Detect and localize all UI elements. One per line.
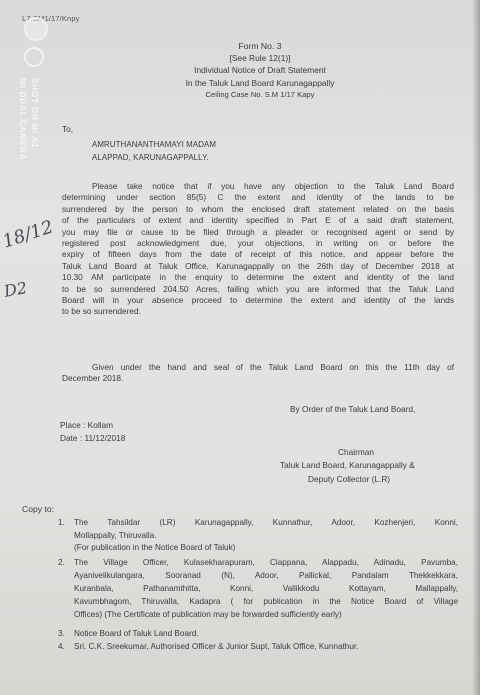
notice-body <box>62 181 454 318</box>
list-item-number: 3. <box>58 629 65 638</box>
to-label: To, <box>62 124 74 134</box>
place-line: Place : Kollam <box>60 420 114 430</box>
list-item-line: (For publication in the Notice Board of Taluk) <box>74 543 236 552</box>
body-line: Please take notice that if you have any objection to the Taluk Land Board <box>92 181 454 191</box>
list-item-line: The Village Officer, Kulasekharapuram, Clappana, Alappadu, Adinadu, Pavumba, <box>74 558 458 567</box>
list-item-line: Ayanivelikulangara, Sooranad (N), Adoor, Pallickal, Pandalam Thekkekkara, <box>74 571 458 580</box>
handwritten-date-note: 18/12 <box>0 216 56 253</box>
board-title: In the Taluk Land Board Karunagappally <box>185 78 335 88</box>
body-line: of the particulars of extent and identity specified in Part E of a said draft statement, <box>62 215 454 226</box>
addressee-place: ALAPPAD, KARUNAGAPPALLY. <box>92 153 209 162</box>
list-item-line: Notice Board of Taluk Land Board. <box>74 629 199 638</box>
given-line: December 2018. <box>62 373 124 384</box>
signatory-deputy: Deputy Collector (L.R) <box>308 474 391 484</box>
list-item-number: 1. <box>58 518 65 527</box>
notice-title: Individual Notice of Draft Statement <box>194 65 326 75</box>
list-item-line: Kavumbhagom, Thiruvalla, Kadapra ( for publication in the Notice Board of Village <box>74 597 458 606</box>
body-line: determining under section 85(5) C the extent and identity of the lands to be <box>62 192 454 203</box>
watermark-line: MI DUAL CAMERA <box>18 78 28 161</box>
given-under-seal <box>62 362 454 385</box>
watermark-line: SHOT ON MI A1 <box>30 78 40 149</box>
handwritten-initial: D2 <box>2 278 29 301</box>
given-line: Given under the hand and seal of the Taluk Land Board on this the 11th day of <box>92 362 454 372</box>
body-line: registered post acknowledgment due, your objections, in writing on or before the <box>62 237 454 248</box>
body-line: Board will in your absence proceed to determine the extent and identity of the lands <box>62 294 454 305</box>
list-item-line: Kuranbala, Pathanamthitta, Konni, Vallikkodu Kottayam, Mallappally, <box>74 584 458 593</box>
body-line: you may file or cause to be filed through a pleader or recognised agent or send by <box>62 226 454 237</box>
list-item-number: 4. <box>58 642 65 651</box>
copy-to-label: Copy to: <box>22 504 55 514</box>
addressee-name: AMRUTHANANTHAMAYI MADAM <box>92 140 217 149</box>
signatory-title: Chairman <box>338 447 374 457</box>
list-item-line: Sri. C.K. Sreekumar, Authorised Officer & Junior Supt, Taluk Office, Kunnathur. <box>74 642 359 651</box>
signatory-board: Taluk Land Board, Karunagappally & <box>280 460 415 470</box>
file-reference: L7.SM1/17/Knpy <box>22 14 80 23</box>
list-item-line: Offices) (The Certificate of publication may be forwarded sufficiently early) <box>74 610 342 619</box>
form-number: Form No. 3 <box>238 41 282 51</box>
photo-edge-shadow <box>472 0 480 695</box>
case-number: Ceiling Case No. S.M 1/17 Kapy <box>205 90 315 99</box>
list-item-number: 2. <box>58 558 65 567</box>
body-line: Taluk Land Board at Taluk Office, Karunagappally on the 26th day of December 2018 at <box>62 260 454 271</box>
body-line: to be so surrendered 204.50 Acres, failing which you are informed that the Taluk Land <box>62 283 454 294</box>
body-line: surrendered by the person to whom the enclosed draft statement related on the basis <box>62 203 454 214</box>
list-item-line: Mollappally, Thiruvalla. <box>74 530 157 540</box>
camera-lens-icon <box>24 47 44 67</box>
camera-watermark <box>16 78 40 160</box>
date-line: Date : 11/12/2018 <box>60 433 126 443</box>
body-line: to be so surrendered. <box>62 306 141 317</box>
order-line: By Order of the Taluk Land Board, <box>290 404 416 414</box>
list-item-line: The Tahsildar (LR) Karunagappally, Kunnathur, Adoor, Kozhenjeri, Konni, <box>74 518 458 527</box>
rule-reference: [See Rule 12(1)] <box>229 53 291 63</box>
camera-badge-icon <box>24 17 48 41</box>
body-line: 10.30 AM participate in the enquiry to determine the extent and identity of the land <box>62 272 454 283</box>
body-line: expiry of fifteen days from the date of receipt of this notice, and appear before the <box>62 249 454 260</box>
